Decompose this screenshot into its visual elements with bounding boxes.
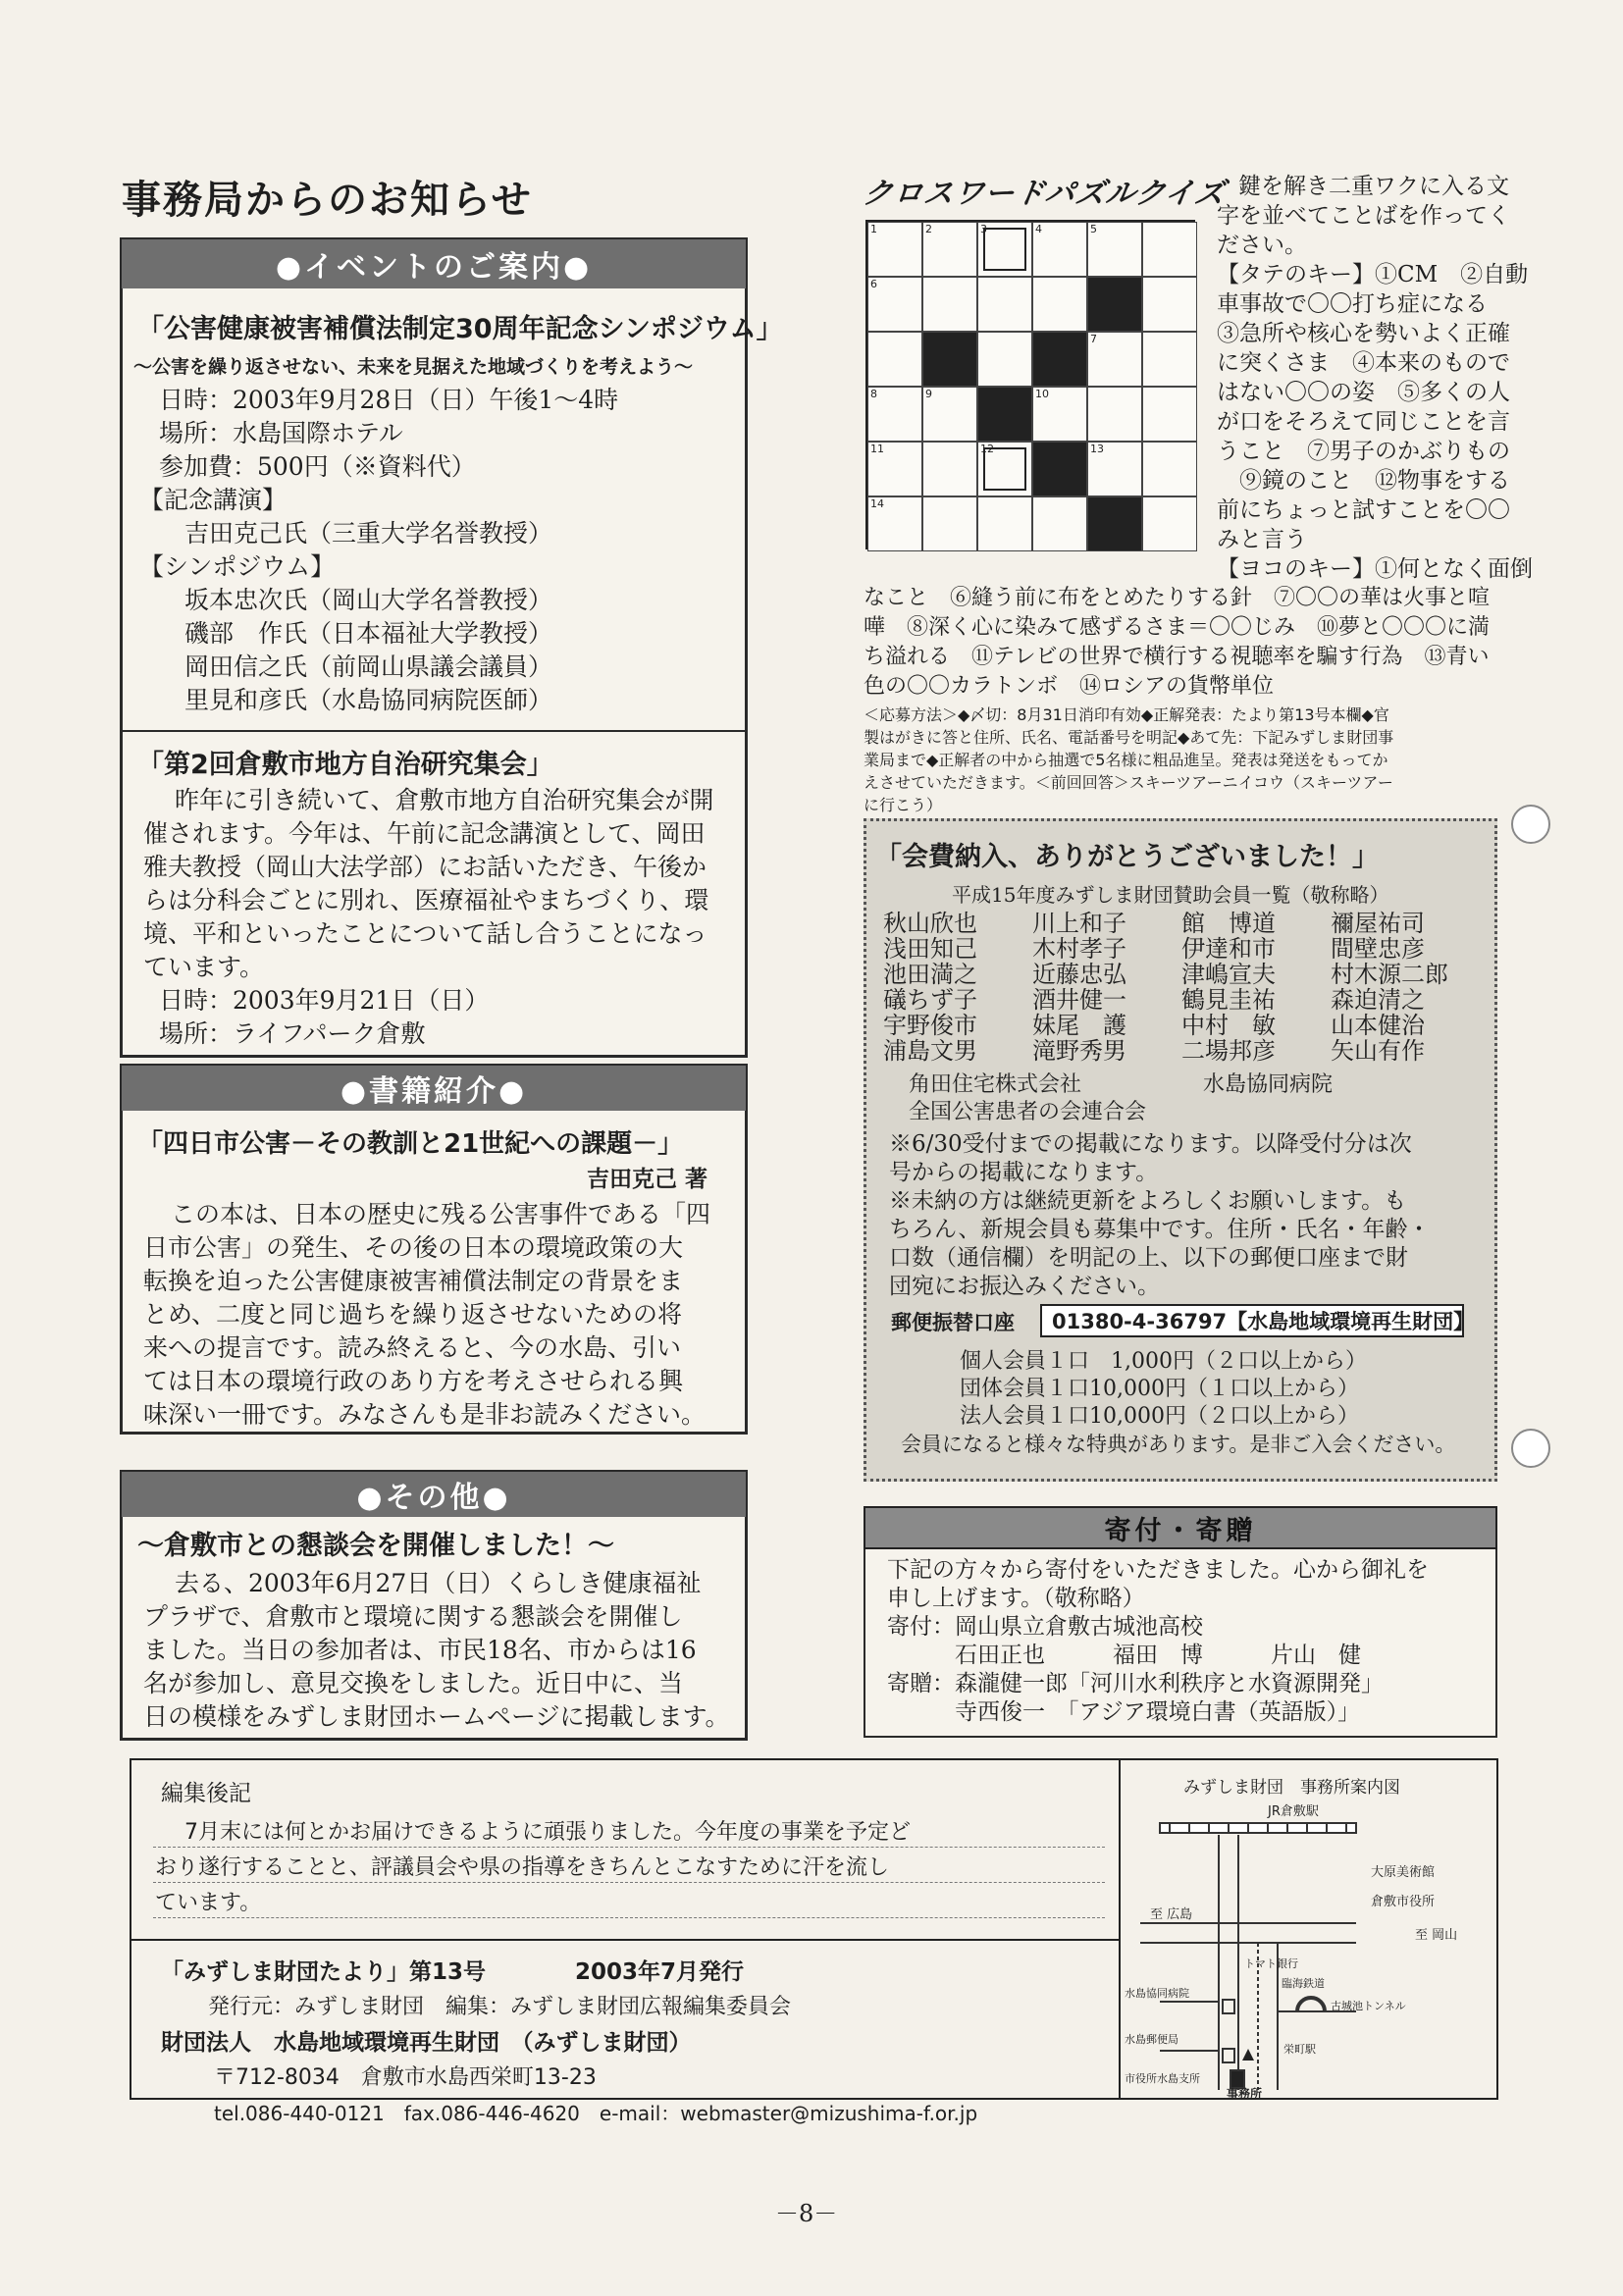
page-number: －8－ xyxy=(775,2200,838,2227)
fee-line: 団体会員１口10,000円（１口以上から） xyxy=(960,1377,1359,1401)
yoko-clue: 色の〇〇カラトンボ ⑭ロシアの貨幣単位 xyxy=(864,674,1275,699)
crossword-cell-double[interactable] xyxy=(977,222,1032,277)
event1-line: 【シンポジウム】 xyxy=(139,552,336,581)
event2-line: 日時：2003年9月21日（日） xyxy=(159,986,490,1015)
crossword-black-cell xyxy=(1087,496,1142,551)
office-map xyxy=(1121,1796,1498,2100)
event2-line: 雅夫教授（岡山大法学部）にお話いただき、午後か xyxy=(143,853,707,881)
member-name: 礒ちず子 xyxy=(883,986,977,1014)
tate-clue: ⑨鏡のこと ⑫物事をする xyxy=(1217,468,1510,494)
book-line: 日市公害」の発生、その後の日本の環境政策の大 xyxy=(143,1233,684,1262)
colophon-issue: 「みずしま財団たより」第13号 xyxy=(161,1959,487,1985)
crossword-grid[interactable] xyxy=(865,220,1195,549)
member-name: 滝野秀男 xyxy=(1032,1037,1126,1065)
member-name: 川上和子 xyxy=(1032,910,1126,937)
editor-line: おり遂行することと、評議員会や県の指導をきちんとこなすために汗を流し xyxy=(155,1855,890,1880)
member-name: 秋山欣也 xyxy=(883,910,977,937)
editor-rule xyxy=(153,1917,1105,1918)
crossword-cell[interactable] xyxy=(977,277,1032,332)
member-org: 角田住宅株式会社 xyxy=(909,1072,1082,1097)
office-building xyxy=(1230,2070,1244,2088)
member-name: 池田満之 xyxy=(883,961,977,988)
crossword-cell[interactable] xyxy=(867,332,922,387)
crossword-cell[interactable] xyxy=(922,222,977,277)
crossword-intro: 鍵を解き二重ワクに入る文 xyxy=(1238,174,1509,199)
map-label-office: 事務所 xyxy=(1227,2087,1263,2100)
crossword-cell[interactable] xyxy=(1032,496,1087,551)
donation-line: 申し上げます。（敬称略） xyxy=(887,1586,1145,1611)
crossword-cell[interactable] xyxy=(1087,442,1142,496)
member-name: 禰屋祐司 xyxy=(1331,910,1425,937)
cell-number: 13 xyxy=(1090,443,1104,455)
crossword-cell[interactable] xyxy=(1142,332,1197,387)
punch-hole-bottom xyxy=(1511,1429,1550,1468)
colophon-contact: tel.086-440-0121 fax.086-446-4620 e-mail：webmaster@mizushima-f.or.jp xyxy=(214,2102,978,2125)
member-name: 山本健治 xyxy=(1331,1012,1425,1039)
member-name: 中村 敏 xyxy=(1181,1012,1276,1039)
map-label-tomato: トマト銀行 xyxy=(1244,1957,1298,1970)
member-name: 近藤忠弘 xyxy=(1032,961,1126,988)
map-label-kojo: 古城池トンネル xyxy=(1331,2000,1406,2012)
crossword-cell[interactable] xyxy=(922,496,977,551)
other-title: 〜倉敷市との懇談会を開催しました！〜 xyxy=(137,1531,614,1561)
crossword-cell[interactable] xyxy=(1087,332,1142,387)
members-note: ※未納の方は継続更新をよろしくお願いします。も xyxy=(889,1188,1407,1214)
apply-line: 業局まで◆正解者の中から抽選で5名様に粗品進呈。発表は発送をもってか xyxy=(864,751,1388,769)
punch-hole-top xyxy=(1511,805,1550,844)
members-subtitle: 平成15年度みずしま財団賛助会員一覧（敬称略） xyxy=(952,883,1389,907)
yoko-clue: なこと ⑥縫う前に布をとめたりする針 ⑦〇〇の華は火事と喧 xyxy=(864,586,1491,610)
crossword-cell[interactable] xyxy=(1142,496,1197,551)
book-line: 来への提言です。読み終えると、今の水島、引い xyxy=(143,1333,682,1362)
building xyxy=(1223,2000,1234,2013)
tate-clue: に突くさま ④本来のもので xyxy=(1217,350,1510,376)
crossword-cell[interactable] xyxy=(1032,387,1087,442)
map-label-hospital: 水島協同病院 xyxy=(1125,1987,1189,2000)
cell-number: 1 xyxy=(870,223,877,235)
apply-line: ＜応募方法＞◆〆切：8月31日消印有効◆正解発表：たより第13号本欄◆官 xyxy=(864,705,1389,724)
editor-rule xyxy=(153,1847,1105,1848)
other-line: 去る、2003年6月27日（日）くらしき健康福祉 xyxy=(175,1569,702,1597)
member-name: 伊達和市 xyxy=(1181,935,1276,963)
other-header-bar: ●その他● xyxy=(122,1472,746,1517)
crossword-black-cell xyxy=(1032,332,1087,387)
donation-line: 寺西俊一 「アジア環境白書（英語版）」 xyxy=(887,1699,1361,1725)
members-closing: 会員になると様々な特典があります。是非ご入会ください。 xyxy=(901,1433,1456,1456)
member-name: 木村孝子 xyxy=(1032,935,1126,963)
crossword-cell[interactable] xyxy=(867,496,922,551)
editor-rule-solid xyxy=(131,1939,1119,1941)
tate-clue: はない〇〇の姿 ⑤多くの人 xyxy=(1217,380,1510,405)
cell-number: 12 xyxy=(980,443,994,455)
apply-line: に行こう） xyxy=(864,796,943,814)
crossword-cell[interactable] xyxy=(1032,222,1087,277)
colophon-publisher: 発行元：みずしま財団 編集：みずしま財団広報編集委員会 xyxy=(208,1995,792,2019)
crossword-cell[interactable] xyxy=(922,442,977,496)
crossword-title: クロスワードパズルクイズ xyxy=(861,177,1228,211)
fee-line: 法人会員１口10,000円（２口以上から） xyxy=(960,1404,1359,1429)
page-title: 事務局からのお知らせ xyxy=(122,178,533,223)
colophon-date: 2003年7月発行 xyxy=(575,1959,745,1985)
tunnel-icon xyxy=(1297,1998,1325,2011)
crossword-cell[interactable] xyxy=(1087,387,1142,442)
event1-line: 岡田信之氏（前岡山県議会議員） xyxy=(184,652,553,681)
other-line: 日の模様をみずしま財団ホームページに掲載します。 xyxy=(143,1702,730,1731)
event1-line: 磯部 作氏（日本福祉大学教授） xyxy=(184,619,553,648)
account-label: 郵便振替口座 xyxy=(891,1311,1015,1334)
event2-title: 「第2回倉敷市地方自治研究集会」 xyxy=(137,750,553,780)
book-line: 転換を迫った公害健康被害補償法制定の背景をま xyxy=(143,1267,684,1295)
editor-line: 7月末には何とかお届けできるように頑張りました。今年度の事業を予定ど xyxy=(184,1820,911,1845)
event1-line: 【記念講演】 xyxy=(139,486,288,514)
apply-line: 製はがきに答と住所、氏名、電話番号を明記◆あて先：下記みずしま財団事 xyxy=(864,728,1394,747)
tate-clue: ③急所や核心を勢いよく正確 xyxy=(1217,321,1510,346)
editor-line: ています。 xyxy=(155,1891,262,1915)
member-org: 全国公害患者の会連合会 xyxy=(909,1100,1147,1124)
other-line: 名が参加し、意見交換をしました。近日中に、当 xyxy=(143,1669,684,1697)
cell-number: 10 xyxy=(1035,388,1049,400)
event1-subtitle: 〜公害を繰り返させない、未来を見据えた地域づくりを考えよう〜 xyxy=(133,356,694,378)
cell-number: 9 xyxy=(925,388,932,400)
book-line: とめ、二度と同じ過ちを繰り返させないための将 xyxy=(143,1300,683,1329)
event2-line: らは分科会ごとに別れ、医療福祉やまちづくり、環 xyxy=(143,886,709,914)
other-line: プラザで、倉敷市と環境に関する懇談会を開催し xyxy=(143,1602,683,1631)
crossword-cell[interactable] xyxy=(867,387,922,442)
event1-title: 「公害健康被害補償法制定30周年記念シンポジウム」 xyxy=(137,314,783,344)
member-name: 鶴見圭祐 xyxy=(1181,986,1276,1014)
crossword-cell[interactable] xyxy=(1142,442,1197,496)
tate-clue: が口をそろえて同じことを言 xyxy=(1217,409,1510,435)
divider xyxy=(122,730,746,732)
members-note: ちろん、新規会員も募集中です。住所・氏名・年齢・ xyxy=(889,1217,1431,1242)
event2-line: 境、平和といったことについて話し合うことになっ xyxy=(143,919,707,948)
yoko-clue-head: 【ヨコのキー】①何となく面倒 xyxy=(1217,556,1533,582)
books-header-bar: ●書籍紹介● xyxy=(122,1066,746,1111)
map-label-sakae: 栄町駅 xyxy=(1283,2043,1316,2056)
editor-rule xyxy=(153,1882,1105,1883)
other-line: ました。当日の参加者は、市民18名、市からは16 xyxy=(143,1636,697,1664)
event2-line: 催されます。今年は、午前に記念講演として、岡田 xyxy=(143,819,706,848)
fee-line: 個人会員１口 1,000円（２口以上から） xyxy=(960,1349,1367,1374)
member-name: 浅田知己 xyxy=(883,935,977,963)
crossword-black-cell xyxy=(977,387,1032,442)
cell-number: 4 xyxy=(1035,223,1042,235)
member-name: 村木源二郎 xyxy=(1331,961,1448,988)
map-label-to-okayama: 至 岡山 xyxy=(1415,1928,1458,1943)
member-name: 津嶋宣夫 xyxy=(1181,961,1276,988)
crossword-cell[interactable] xyxy=(1142,222,1197,277)
yoko-clue: 嘩 ⑧深く心に染みて感ずるさま＝〇〇じみ ⑩夢と〇〇〇に満 xyxy=(864,615,1491,640)
crossword-black-cell xyxy=(1032,442,1087,496)
tate-clue: うこと ⑦男子のかぶりもの xyxy=(1217,439,1510,464)
crossword-cell[interactable] xyxy=(1032,277,1087,332)
cell-number: 3 xyxy=(980,223,987,235)
member-name: 矢山有作 xyxy=(1331,1037,1425,1065)
donation-line: 寄贈：森瀧健一郎「河川水利秩序と水資源開発」 xyxy=(887,1671,1384,1696)
events-header-bar: ●イベントのご案内● xyxy=(122,239,746,288)
event2-line: 場所：ライフパーク倉敷 xyxy=(159,1019,426,1048)
event1-line: 参加費：500円（※資料代） xyxy=(159,452,476,481)
crossword-cell[interactable] xyxy=(1087,222,1142,277)
map-label-ohara: 大原美術館 xyxy=(1371,1865,1436,1880)
event2-line: ています。 xyxy=(143,953,265,981)
map-label-jr: JR倉敷駅 xyxy=(1268,1804,1319,1819)
crossword-cell[interactable] xyxy=(1142,387,1197,442)
crossword-cell[interactable] xyxy=(867,277,922,332)
tate-clue: 車事故で〇〇打ち症になる xyxy=(1217,291,1488,317)
members-note: ※6/30受付までの掲載になります。以降受付分は次 xyxy=(889,1131,1412,1157)
tate-clue: みと言う xyxy=(1217,527,1307,552)
yoko-clue: ち溢れる ⑪テレビの世界で横行する視聴率を騙す行為 ⑬青い xyxy=(864,645,1490,669)
crossword-cell[interactable] xyxy=(1142,277,1197,332)
map-label-to-hiroshima: 至 広島 xyxy=(1150,1907,1193,1922)
book-line: この本は、日本の歴史に残る公害事件である「四 xyxy=(171,1200,711,1228)
map-label-city-hall: 倉敷市役所 xyxy=(1371,1895,1436,1909)
book-title: 「四日市公害－その教訓と21世紀への課題－」 xyxy=(137,1129,684,1159)
tate-clue: 前にちょっと試すことを〇〇 xyxy=(1217,497,1510,523)
member-name: 間壁忠彦 xyxy=(1331,935,1425,963)
arrow-up-icon xyxy=(1242,2049,1254,2061)
members-note: 団宛にお振込みください。 xyxy=(889,1274,1160,1299)
member-name: 宇野俊市 xyxy=(883,1012,977,1039)
member-name: 酒井健一 xyxy=(1032,986,1126,1014)
event2-line: 昨年に引き続いて、倉敷市地方自治研究集会が開 xyxy=(175,786,714,814)
building xyxy=(1223,2049,1234,2062)
cell-number: 14 xyxy=(870,497,884,510)
member-name: 館 博道 xyxy=(1181,910,1276,937)
book-line: 味深い一冊です。みなさんも是非お読みください。 xyxy=(143,1400,707,1429)
crossword-cell[interactable] xyxy=(867,222,922,277)
tate-clue: 【タテのキー】①CM ②自動 xyxy=(1217,262,1529,287)
event1-line: 吉田克己氏（三重大学名誉教授） xyxy=(184,519,553,548)
crossword-cell[interactable] xyxy=(977,496,1032,551)
event1-line: 場所：水島国際ホテル xyxy=(159,419,403,447)
member-name: 妹尾 護 xyxy=(1032,1012,1126,1039)
crossword-cell-double[interactable] xyxy=(977,442,1032,496)
member-name: 森迫清之 xyxy=(1331,986,1425,1014)
editor-title: 編集後記 xyxy=(161,1781,251,1806)
event1-line: 坂本忠次氏（岡山大学名誉教授） xyxy=(184,586,553,614)
crossword-black-cell xyxy=(922,332,977,387)
crossword-intro: 字を並べてことばを作ってく xyxy=(1217,203,1510,229)
members-note: 号からの掲載になります。 xyxy=(889,1160,1159,1185)
members-title: 「会費納入、ありがとうございました！」 xyxy=(875,842,1379,872)
map-label-rinkai: 臨海鉄道 xyxy=(1282,1977,1325,1990)
cell-number: 6 xyxy=(870,278,877,290)
cell-number: 7 xyxy=(1090,333,1097,345)
cell-number: 8 xyxy=(870,388,877,400)
donation-line: 石田正也 福田 博 片山 健 xyxy=(887,1643,1361,1668)
crossword-cell[interactable] xyxy=(867,442,922,496)
member-name: 二場邦彦 xyxy=(1181,1037,1276,1065)
book-line: ては日本の環境行政のあり方を考えさせられる興 xyxy=(143,1367,684,1395)
members-note: 口数（通信欄）を明記の上、以下の郵便口座まで財 xyxy=(889,1245,1408,1271)
account-number: 01380-4-36797【水島地域環境再生財団】 xyxy=(1040,1304,1464,1337)
member-name: 浦島文男 xyxy=(883,1037,977,1065)
book-author: 吉田克己 著 xyxy=(587,1167,708,1192)
colophon-address: 〒712-8034 倉敷市水島西栄町13-23 xyxy=(214,2065,597,2090)
crossword-cell[interactable] xyxy=(922,277,977,332)
donation-title: 寄付・寄贈 xyxy=(864,1506,1497,1549)
member-org: 水島協同病院 xyxy=(1203,1072,1334,1097)
cell-number: 11 xyxy=(870,443,884,455)
colophon-org: 財団法人 水島地域環境再生財団 （みずしま財団） xyxy=(161,2030,692,2056)
donation-line: 寄付：岡山県立倉敷古城池高校 xyxy=(887,1614,1203,1640)
event1-line: 日時：2003年9月28日（日）午後1〜4時 xyxy=(159,386,619,414)
cell-number: 5 xyxy=(1090,223,1097,235)
apply-line: えさせていただきます。＜前回回答＞スキーツアーニイコウ（スキーツアー xyxy=(864,773,1393,792)
crossword-cell[interactable] xyxy=(922,387,977,442)
map-label-post: 水島郵便局 xyxy=(1125,2033,1178,2046)
crossword-intro: ださい。 xyxy=(1217,233,1307,258)
members-list xyxy=(883,911,1482,1064)
event1-line: 里見和彦氏（水島協同病院医師） xyxy=(184,686,553,714)
cell-number: 2 xyxy=(925,223,932,235)
map-label-branch: 市役所水島支所 xyxy=(1125,2072,1200,2085)
map-title: みずしま財団 事務所案内図 xyxy=(1183,1778,1400,1798)
crossword-black-cell xyxy=(1087,277,1142,332)
donation-line: 下記の方々から寄付をいただきました。心から御礼を xyxy=(887,1557,1429,1583)
crossword-cell[interactable] xyxy=(977,332,1032,387)
